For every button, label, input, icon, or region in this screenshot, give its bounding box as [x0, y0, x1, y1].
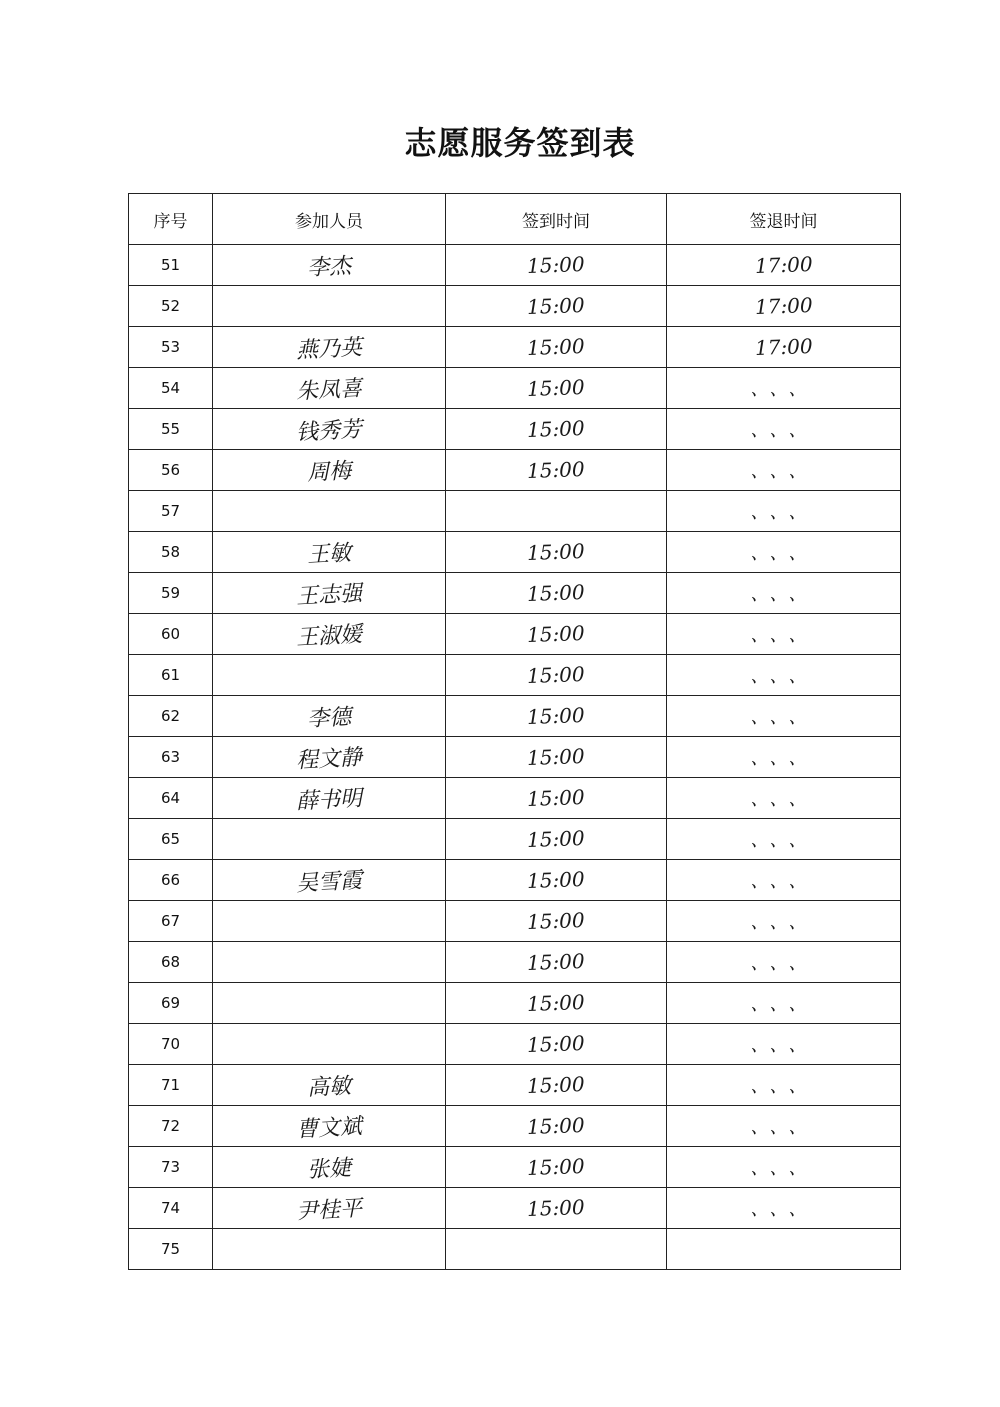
table-row: [129, 819, 901, 860]
checkin-time-cell: [446, 1106, 667, 1147]
row-seq-number: 63: [129, 737, 213, 778]
checkout-time: 、、、: [750, 1035, 817, 1056]
checkin-time-cell: [446, 901, 667, 942]
table-row: [129, 573, 901, 614]
participant-signature-cell: [213, 778, 446, 819]
checkout-time-cell: [667, 901, 901, 942]
table-row: [129, 1147, 901, 1188]
table-row: [129, 409, 901, 450]
table-row: [129, 901, 901, 942]
table-row: [129, 1188, 901, 1229]
checkin-time: 15:00: [526, 252, 586, 278]
table-row: [129, 450, 901, 491]
participant-signature: 薛书明: [295, 785, 363, 815]
checkout-time: 、、、: [750, 543, 817, 564]
checkin-time: 15:00: [526, 990, 586, 1016]
checkin-time: 15:00: [526, 744, 586, 770]
participant-signature-cell: [213, 1065, 446, 1106]
checkin-time-cell: [446, 245, 667, 286]
participant-signature: 曹文斌: [295, 1113, 363, 1143]
participant-signature: 李德: [306, 704, 352, 732]
checkout-time: 17:00: [754, 334, 813, 360]
checkout-time-cell: [667, 1024, 901, 1065]
checkout-time-cell: [667, 1065, 901, 1106]
checkin-time: 15:00: [526, 1113, 586, 1139]
checkout-time: 、、、: [750, 830, 817, 851]
row-seq-number: 62: [129, 696, 213, 737]
checkout-time-cell: [667, 286, 901, 327]
checkout-time-cell: [667, 983, 901, 1024]
checkin-time-cell: [446, 655, 667, 696]
checkout-time: 、、、: [750, 461, 817, 482]
row-seq-number: 58: [129, 532, 213, 573]
checkout-time-cell: [667, 655, 901, 696]
participant-signature: 王淑媛: [295, 621, 363, 651]
participant-signature: 朱凤喜: [295, 375, 363, 405]
checkin-time: 15:00: [526, 908, 586, 934]
checkin-time-cell: [446, 327, 667, 368]
checkin-time-cell: [446, 532, 667, 573]
row-seq-number: 53: [129, 327, 213, 368]
checkout-time-cell: [667, 368, 901, 409]
checkout-time: 、、、: [750, 625, 817, 646]
participant-signature-cell: [213, 819, 446, 860]
table-row: [129, 1024, 901, 1065]
checkout-time-cell: [667, 532, 901, 573]
checkout-time-cell: [667, 409, 901, 450]
checkout-time: 17:00: [754, 252, 813, 278]
participant-signature-cell: [213, 696, 446, 737]
participant-signature-cell: [213, 532, 446, 573]
participant-signature-cell: [213, 655, 446, 696]
participant-signature: 王志强: [295, 580, 363, 610]
checkout-time-cell: [667, 696, 901, 737]
row-seq-number: 72: [129, 1106, 213, 1147]
row-seq-number: 56: [129, 450, 213, 491]
checkout-time-cell: [667, 1147, 901, 1188]
participant-signature-cell: [213, 860, 446, 901]
participant-signature: 燕乃英: [295, 334, 363, 364]
participant-signature-cell: [213, 491, 446, 532]
participant-signature-cell: [213, 573, 446, 614]
checkout-time-cell: [667, 450, 901, 491]
checkin-time-cell: [446, 450, 667, 491]
checkout-time-cell: [667, 327, 901, 368]
column-header-checkout-time: 签退时间: [667, 194, 901, 245]
row-seq-number: 65: [129, 819, 213, 860]
participant-signature-cell: [213, 614, 446, 655]
checkout-time: 、、、: [750, 1076, 817, 1097]
row-seq-number: 75: [129, 1229, 213, 1270]
checkout-time-cell: [667, 737, 901, 778]
column-header-participant: 参加人员: [213, 194, 446, 245]
participant-signature-cell: [213, 286, 446, 327]
table-row: [129, 655, 901, 696]
table-row: [129, 491, 901, 532]
checkin-time: 15:00: [526, 867, 586, 893]
checkout-time: 、、、: [750, 707, 817, 728]
checkout-time-cell: [667, 245, 901, 286]
table-row: [129, 860, 901, 901]
row-seq-number: 64: [129, 778, 213, 819]
row-seq-number: 70: [129, 1024, 213, 1065]
row-seq-number: 73: [129, 1147, 213, 1188]
participant-signature: 李杰: [306, 253, 352, 281]
participant-signature-cell: [213, 245, 446, 286]
checkin-time-cell: [446, 1024, 667, 1065]
row-seq-number: 71: [129, 1065, 213, 1106]
participant-signature: 张婕: [306, 1155, 352, 1183]
checkout-time: 、、、: [750, 1117, 817, 1138]
row-seq-number: 52: [129, 286, 213, 327]
table-row: [129, 1229, 901, 1270]
checkin-time: 15:00: [526, 375, 586, 401]
table-row: [129, 532, 901, 573]
participant-signature: 王敏: [306, 540, 352, 568]
checkout-time-cell: [667, 819, 901, 860]
participant-signature-cell: [213, 409, 446, 450]
table-row: [129, 737, 901, 778]
checkin-time-cell: [446, 573, 667, 614]
checkout-time: 、、、: [750, 502, 817, 523]
row-seq-number: 51: [129, 245, 213, 286]
checkout-time-cell: [667, 1188, 901, 1229]
participant-signature: 钱秀芳: [295, 416, 363, 446]
checkin-time: 15:00: [526, 539, 586, 565]
participant-signature-cell: [213, 983, 446, 1024]
table-row: [129, 1106, 901, 1147]
checkin-time: 15:00: [526, 1072, 586, 1098]
checkin-time: 15:00: [526, 826, 586, 852]
participant-signature-cell: [213, 901, 446, 942]
participant-signature: 吴雪霞: [295, 867, 363, 897]
row-seq-number: 55: [129, 409, 213, 450]
checkout-time-cell: [667, 942, 901, 983]
column-header-seq: 序号: [129, 194, 213, 245]
checkin-time-cell: [446, 696, 667, 737]
table-row: [129, 778, 901, 819]
checkout-time: 、、、: [750, 912, 817, 933]
participant-signature: 程文静: [295, 744, 363, 774]
checkin-time-cell: [446, 860, 667, 901]
table-row: [129, 1065, 901, 1106]
row-seq-number: 60: [129, 614, 213, 655]
table-row: [129, 614, 901, 655]
checkout-time-cell: [667, 860, 901, 901]
participant-signature-cell: [213, 1024, 446, 1065]
participant-signature: 尹桂平: [295, 1195, 363, 1225]
checkout-time-cell: [667, 614, 901, 655]
checkin-time-cell: [446, 491, 667, 532]
participant-signature-cell: [213, 327, 446, 368]
participant-signature: 周梅: [306, 458, 352, 486]
table-row: [129, 942, 901, 983]
checkout-time-cell: [667, 491, 901, 532]
page-title: 志愿服务签到表: [404, 124, 636, 162]
checkin-time-cell: [446, 286, 667, 327]
checkout-time-cell: [667, 573, 901, 614]
checkin-time-cell: [446, 819, 667, 860]
checkout-time: 、、、: [750, 994, 817, 1015]
participant-signature: 高敏: [306, 1073, 352, 1101]
table-row: [129, 245, 901, 286]
participant-signature-cell: [213, 368, 446, 409]
checkin-time-cell: [446, 1065, 667, 1106]
row-seq-number: 57: [129, 491, 213, 532]
checkin-time: 15:00: [526, 662, 586, 688]
checkin-time-cell: [446, 1188, 667, 1229]
row-seq-number: 54: [129, 368, 213, 409]
row-seq-number: 69: [129, 983, 213, 1024]
participant-signature-cell: [213, 1188, 446, 1229]
checkin-time-cell: [446, 368, 667, 409]
checkin-time: 15:00: [526, 293, 586, 319]
checkin-time: 15:00: [526, 1031, 586, 1057]
checkout-time-cell: [667, 778, 901, 819]
checkin-time-cell: [446, 1229, 667, 1270]
checkin-time-cell: [446, 614, 667, 655]
checkout-time: 17:00: [754, 293, 813, 319]
participant-signature-cell: [213, 450, 446, 491]
checkin-time: 15:00: [526, 949, 586, 975]
row-seq-number: 61: [129, 655, 213, 696]
checkout-time: 、、、: [750, 953, 817, 974]
checkin-time: 15:00: [526, 621, 586, 647]
row-seq-number: 59: [129, 573, 213, 614]
checkin-time: 15:00: [526, 580, 586, 606]
table-row: [129, 696, 901, 737]
checkin-time: 15:00: [526, 457, 586, 483]
table-header-row: [129, 194, 901, 245]
participant-signature-cell: [213, 737, 446, 778]
checkin-time-cell: [446, 409, 667, 450]
sign-in-table: [128, 193, 901, 1270]
checkout-time: 、、、: [750, 379, 817, 400]
checkin-time-cell: [446, 737, 667, 778]
checkout-time-cell: [667, 1229, 901, 1270]
checkout-time: 、、、: [750, 789, 817, 810]
checkin-time-cell: [446, 942, 667, 983]
table-row: [129, 368, 901, 409]
row-seq-number: 66: [129, 860, 213, 901]
checkin-time: 15:00: [526, 334, 586, 360]
table-row: [129, 327, 901, 368]
participant-signature-cell: [213, 1229, 446, 1270]
checkin-time: 15:00: [526, 703, 586, 729]
checkout-time: 、、、: [750, 1199, 817, 1220]
checkout-time: 、、、: [750, 871, 817, 892]
table-row: [129, 286, 901, 327]
checkin-time: 15:00: [526, 1154, 586, 1180]
checkin-time-cell: [446, 778, 667, 819]
row-seq-number: 68: [129, 942, 213, 983]
checkin-time-cell: [446, 983, 667, 1024]
participant-signature-cell: [213, 1106, 446, 1147]
table-row: [129, 983, 901, 1024]
row-seq-number: 67: [129, 901, 213, 942]
checkin-time-cell: [446, 1147, 667, 1188]
participant-signature-cell: [213, 942, 446, 983]
checkout-time: 、、、: [750, 420, 817, 441]
checkin-time: 15:00: [526, 416, 586, 442]
checkout-time: 、、、: [750, 666, 817, 687]
checkin-time: 15:00: [526, 1195, 586, 1221]
checkout-time: 、、、: [750, 748, 817, 769]
column-header-checkin-time: 签到时间: [446, 194, 667, 245]
checkin-time: 15:00: [526, 785, 586, 811]
participant-signature-cell: [213, 1147, 446, 1188]
checkout-time-cell: [667, 1106, 901, 1147]
row-seq-number: 74: [129, 1188, 213, 1229]
checkout-time: 、、、: [750, 1158, 817, 1179]
checkout-time: 、、、: [750, 584, 817, 605]
